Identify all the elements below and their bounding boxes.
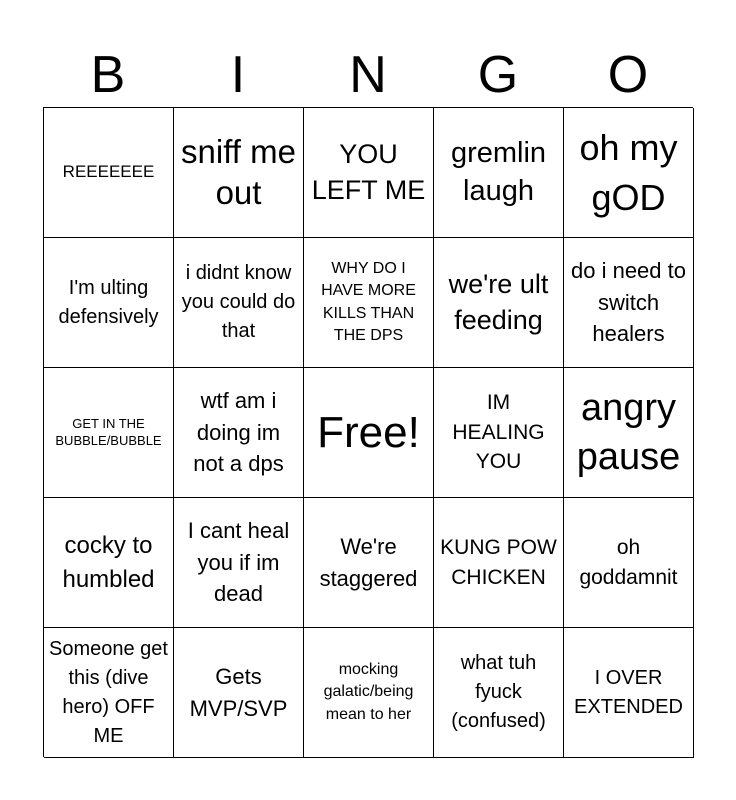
bingo-board [43, 107, 693, 757]
bingo-cell[interactable] [434, 108, 564, 238]
bingo-cell-text: gremlin laugh [450, 136, 547, 207]
header-letter-o: O [607, 46, 649, 104]
bingo-cell[interactable] [434, 498, 564, 628]
bingo-cell-text: We're staggered [319, 533, 418, 591]
bingo-cell-text: wtf am i doing im not a dps [193, 387, 284, 477]
bingo-cell[interactable] [564, 238, 694, 368]
header-letter-n: N [349, 46, 387, 104]
bingo-cell[interactable] [564, 108, 694, 238]
bingo-cell[interactable] [564, 498, 694, 628]
bingo-cell[interactable] [44, 368, 174, 498]
free-space-cell[interactable] [304, 368, 434, 498]
bingo-cell[interactable] [434, 368, 564, 498]
bingo-cell-text: I OVER EXTENDED [574, 666, 683, 718]
bingo-cell[interactable] [304, 628, 434, 758]
bingo-cell[interactable] [44, 498, 174, 628]
bingo-cell-text: GET IN THE BUBBLE/BUBBLE [55, 416, 162, 448]
bingo-cell-text: what tuh fyuck (confused) [451, 652, 546, 732]
header-letter-b: B [90, 46, 126, 104]
bingo-cell-text: Gets MVP/SVP [189, 663, 288, 721]
bingo-cell[interactable] [44, 628, 174, 758]
bingo-cell-text: KUNG POW CHICKEN [440, 536, 557, 589]
bingo-cell[interactable] [174, 498, 304, 628]
bingo-cell[interactable] [434, 628, 564, 758]
free-space-text: Free! [317, 407, 420, 457]
bingo-cell-text: WHY DO I HAVE MORE KILLS THAN THE DPS [321, 259, 416, 344]
bingo-cell-text: do i need to switch healers [571, 257, 686, 347]
bingo-cell[interactable] [434, 238, 564, 368]
bingo-cell-text: oh my gOD [579, 126, 678, 218]
bingo-cell-text: mocking galatic/being mean to her [323, 660, 414, 723]
bingo-cell[interactable] [174, 368, 304, 498]
bingo-cell[interactable] [304, 498, 434, 628]
bingo-cell-text: IM HEALING YOU [452, 391, 545, 474]
bingo-cell[interactable] [564, 368, 694, 498]
bingo-header [43, 40, 693, 108]
bingo-cell-text: oh goddamnit [579, 536, 678, 589]
header-letter-g: G [477, 46, 519, 104]
bingo-cell-text: YOU LEFT ME [311, 139, 426, 205]
bingo-cell[interactable] [44, 108, 174, 238]
bingo-cell[interactable] [174, 628, 304, 758]
bingo-cell-text: I'm ulting defensively [58, 276, 159, 328]
header-letter-i: I [230, 46, 246, 104]
bingo-cell-text: i didnt know you could do that [181, 262, 296, 342]
bingo-cell-text: REEEEEEE [62, 162, 155, 182]
bingo-cell-text: cocky to humbled [62, 531, 155, 593]
bingo-cell-text: angry pause [576, 386, 681, 478]
bingo-cell-text: we're ult feeding [448, 269, 549, 335]
bingo-cell[interactable] [44, 238, 174, 368]
bingo-cell-text: Someone get this (dive hero) OFF ME [49, 637, 168, 747]
bingo-cell-text: I cant heal you if im dead [187, 517, 290, 607]
bingo-cell[interactable] [174, 238, 304, 368]
bingo-cell[interactable] [174, 108, 304, 238]
bingo-cell[interactable] [564, 628, 694, 758]
bingo-cell[interactable] [304, 238, 434, 368]
bingo-cell[interactable] [304, 108, 434, 238]
bingo-cell-text: sniff me out [181, 133, 296, 211]
